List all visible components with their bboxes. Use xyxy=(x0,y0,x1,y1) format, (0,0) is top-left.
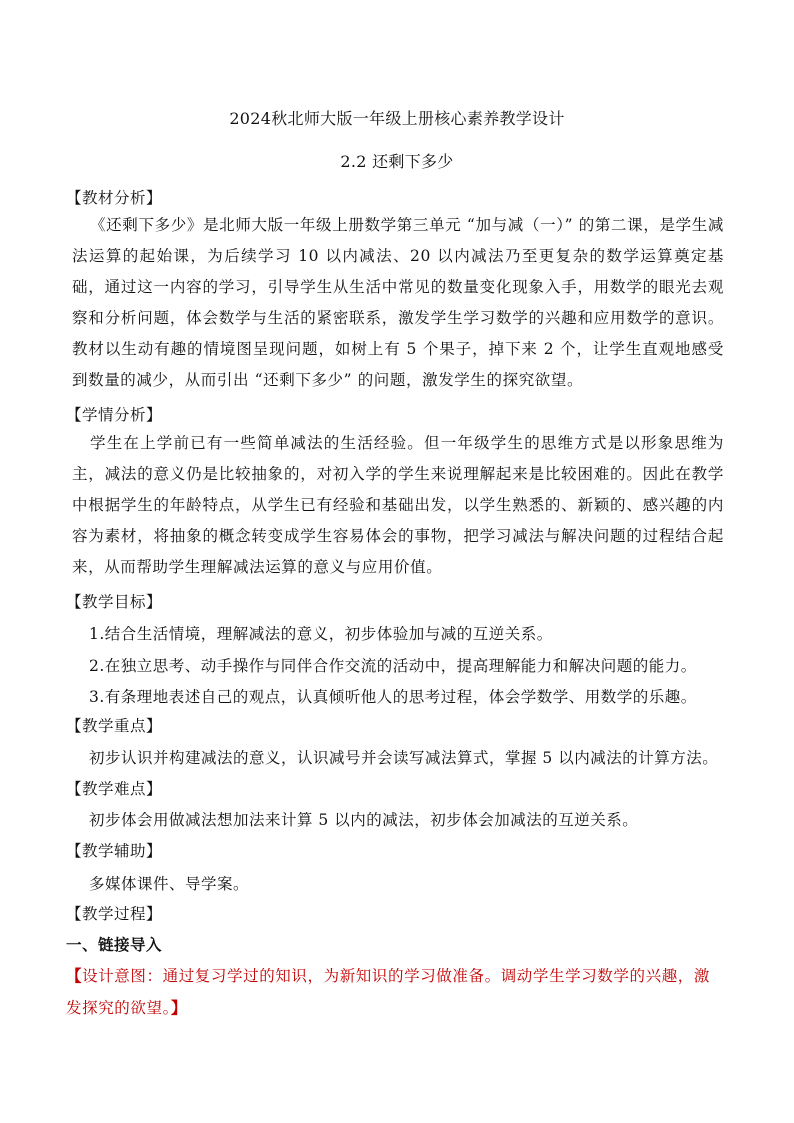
teaching-aids-text: 多媒体课件、导学案。 xyxy=(89,875,250,893)
heading-difficulties: 【教学难点】 xyxy=(66,780,163,798)
heading-teaching-process: 【教学过程】 xyxy=(66,905,163,923)
design-intent-text: 设计意图：通过复习学过的知识，为新知识的学习做准备。调动学生学习数学的兴趣，激发探究的欲望。 xyxy=(66,967,711,1017)
material-analysis-text: 《还剩下多少》是北师大版一年级上册数学第三单元 “加与减（一）” 的第二课，是学生减法运算的起始课，为后续学习 10 以内减法、20 以内减法乃至更复杂的数学运算奠定基础，通过这一内容的学习，引导学生从生活中常见的数量变化现象入手，用数学的眼光去观察和分析问题，体会数学与生活的紧密联系，激发学生学习数学的兴趣和应用数学的意识。教材以生动有趣的情境图呈现问题，如树上有 5 个果子，掉下来 2 个，让学生直观地感受到数量的减少，从而引出 “还剩下多少” 的问题，激发学生的探究欲望。 xyxy=(72,216,724,389)
design-open-bracket: 【 xyxy=(66,966,83,985)
design-intent-note xyxy=(66,960,726,1024)
difficulties-text: 初步体会用做减法想加法来计算 5 以内的减法，初步体会加减法的互逆关系。 xyxy=(89,811,639,829)
heading-teaching-aids: 【教学辅助】 xyxy=(66,842,163,860)
lesson-title: 2.2 还剩下多少 xyxy=(340,152,454,171)
heading-material-analysis: 【教材分析】 xyxy=(66,189,163,207)
goal-item-1: 1.结合生活情境，理解减法的意义，初步体验加与减的互逆关系。 xyxy=(89,625,553,643)
key-points-text: 初步认识并构建减法的意义，认识减号并会读写减法算式，掌握 5 以内减法的计算方法。 xyxy=(89,749,719,767)
goal-item-2: 2.在独立思考、动手操作与同伴合作交流的活动中，提高理解能力和解决问题的能力。 xyxy=(89,657,697,675)
heading-student-analysis: 【学情分析】 xyxy=(66,406,163,424)
goal-item-3: 3.有条理地表述自己的观点，认真倾听他人的思考过程，体会学数学、用数学的乐趣。 xyxy=(89,688,697,706)
student-analysis-text: 学生在上学前已有一些简单减法的生活经验。但一年级学生的思维方式是以形象思维为主，减法的意义仍是比较抽象的，对初入学的学生来说理解起来是比较困难的。因此在教学中根据学生的年龄特点，从学生已有经验和基础出发，以学生熟悉的、新颖的、感兴趣的内容为素材，将抽象的概念转变成学生容易体会的事物，把学习减法与解决问题的过程结合起来，从而帮助学生理解减法运算的意义与应用价值。 xyxy=(72,434,724,576)
document-title: 2024秋北师大版一年级上册核心素养教学设计 xyxy=(229,109,565,128)
heading-key-points: 【教学重点】 xyxy=(66,717,163,735)
design-close-bracket: 】 xyxy=(170,998,188,1017)
heading-teaching-goals: 【教学目标】 xyxy=(66,593,163,611)
step-1-heading: 一、链接导入 xyxy=(66,936,163,954)
